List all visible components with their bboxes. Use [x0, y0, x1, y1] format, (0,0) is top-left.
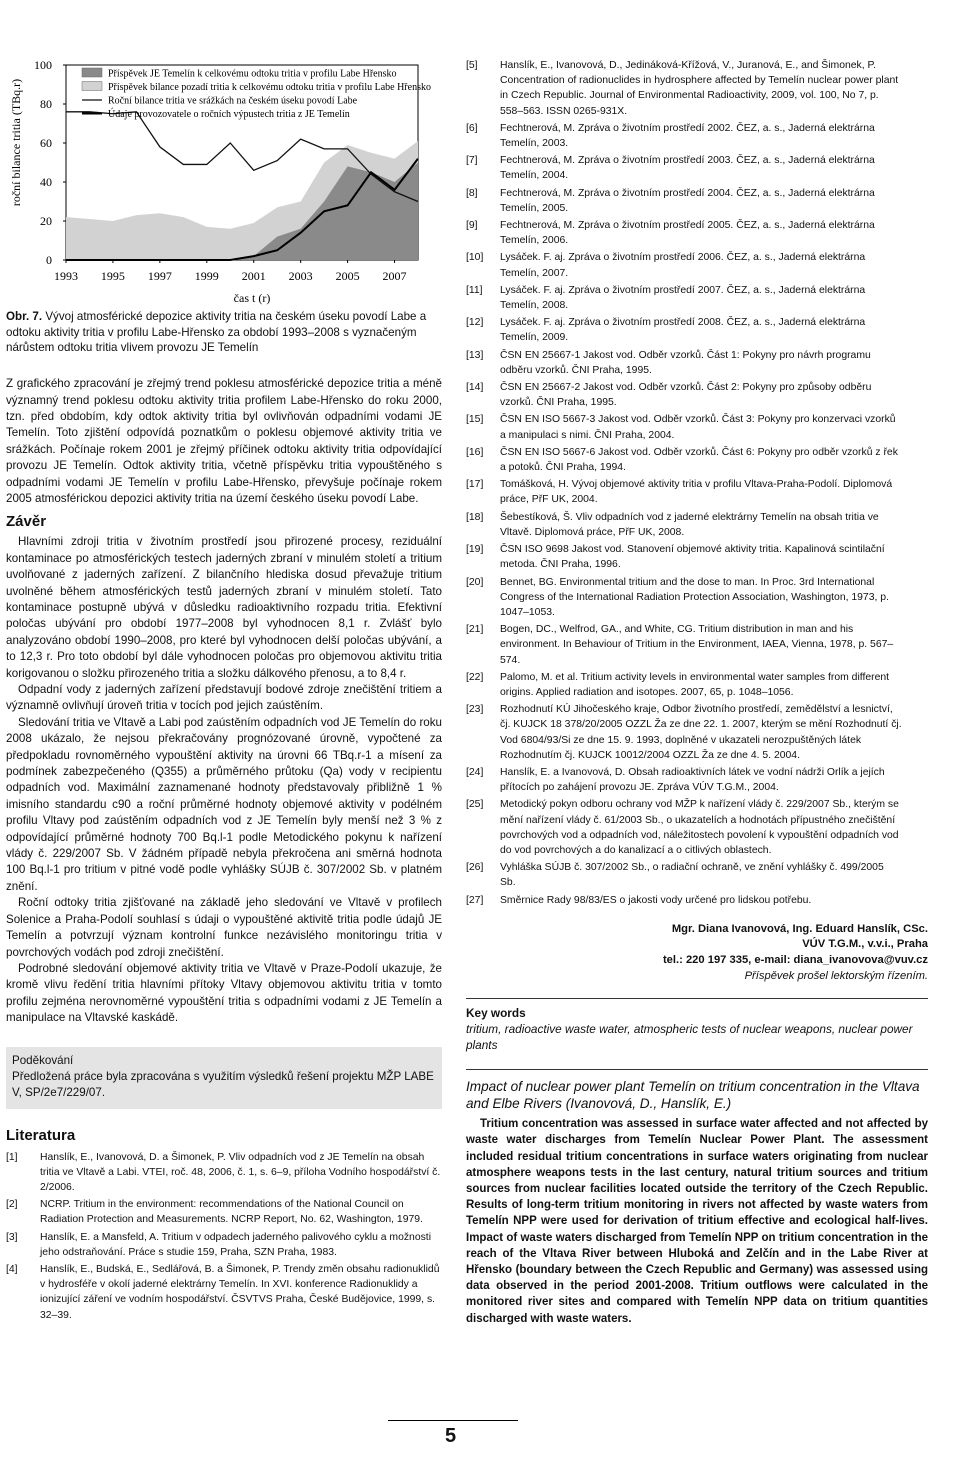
reference-number: [6] [466, 122, 478, 134]
legend-swatch [82, 82, 102, 91]
reference-number: [5] [466, 60, 478, 71]
reference-number: [17] [466, 479, 484, 491]
x-tick-label: 1993 [54, 269, 78, 283]
x-axis-label: čas t (r) [233, 291, 271, 305]
reference-text: Bogen, DC., Welfrod, GA., and White, CG. Tritium distribution in man and his environment. In Behaviour of Tritium in the Environment, IAEA, Vienna, 1978, p. 567–574. [500, 624, 894, 666]
reference-text: ČSN ISO 9698 Jakost vod. Stanovení objemové aktivity tritia. Kapalinová scintilační metoda. ČNI Praha, 1996. [500, 544, 885, 571]
legend-label: Příspěvek bilance pozadí tritia k celkovému odtoku tritia v profilu Labe Hřensko [108, 82, 431, 93]
y-tick-label: 100 [34, 58, 52, 72]
review-note: Příspěvek prošel lektorským řízením. [744, 969, 928, 982]
reference-item [6, 1150, 442, 1196]
reference-item [466, 510, 902, 540]
reference-list-left [6, 1150, 442, 1323]
x-tick-label: 1999 [194, 269, 219, 283]
reference-number: [1] [6, 1151, 18, 1163]
reference-text: Bennet, BG. Environmental tritium and the dose to man. In Proc. 3rd International Congress of the International Radiation Protection Association, Washington, 1973, p. 1047–1053. [500, 576, 889, 618]
reference-list-right [466, 58, 902, 908]
conclusion-paragraph: Odpadní vody z jaderných zařízení představují bodové zdroje znečištění tritiem a významně ovlivňují úroveň tritia v tocích pod jejich zaústěním. [6, 683, 442, 713]
conclusion-text [6, 534, 442, 1026]
reference-number: [13] [466, 349, 484, 361]
reference-text: Fechtnerová, M. Zpráva o životním prostředí 2002. ČEZ, a. s., Jaderná elektrárna Temelín, 2003. [500, 122, 875, 150]
reference-item [466, 315, 902, 345]
reference-item [6, 1197, 442, 1227]
conclusion-paragraph: Podrobné sledování objemové aktivity tritia ve Vltavě v Praze-Podolí ukazuje, že kromě vlivu ředění tritia hlavními přítoky Vltavy objemovou aktivitu tritia v tomto profilu zejména nerovnoměrné vypouštění tritia s odpadními vodami z JE Temelín a manipulace na Vltavské kaskádě. [6, 961, 442, 1025]
reference-number: [19] [466, 544, 484, 556]
reference-number: [22] [466, 671, 484, 683]
abstract-body: Tritium concentration was assessed in surface water affected and not affected by waste water discharges from Temelín Nuclear Power Plant. The assessment included residual tritium concentrations in surface waters originating from nuclear atmosphere weapons tests in the last century, natural tritium sources and tritium sources from nuclear facilities located outside the territory of the Czech Republic. Results of long-term tritium monitoring in rivers not affected by waste waters from Temelín NPP were used for derivation of tritium effective and ecological half-lives. Impact of waste waters discharged from Temelín NPP on tritium concentration in the reach of the Vltava River between Hluboká and Zelčín and in the Labe River at Hřensko (boundary between the Czech Republic and Germany) was assessed using data observed in the period 2001-2008. Tritium outflows were calculated in the monitored river sites and compared with Temelín NPP data on tritium quantities discharged with waste waters. [466, 1118, 928, 1325]
reference-number: [4] [6, 1263, 18, 1275]
reference-item [466, 58, 902, 119]
reference-text: ČSN EN 25667-1 Jakost vod. Odběr vzorků. Část 1: Pokyny pro návrh programu odběru vzorků. ČNI Praha, 1995. [500, 349, 871, 376]
reference-text: Fechtnerová, M. Zpráva o životním prostředí 2004. ČEZ, a. s., Jaderná elektrárna Temelín, 2005. [500, 187, 875, 214]
reference-text: ČSN EN ISO 5667-6 Jakost vod. Odběr vzorků. Část 6: Pokyny pro odběr vzorků z řek a potoků. ČNI Praha, 1994. [500, 446, 898, 474]
reference-item [466, 670, 902, 700]
reference-number: [18] [466, 511, 484, 523]
y-tick-label: 20 [40, 214, 52, 228]
reference-text: ČSN EN 25667-2 Jakost vod. Odběr vzorků. Část 2: Pokyny pro způsoby odběru vzorků. ČNI Praha, 1995. [500, 382, 872, 409]
y-axis-label: roční bilance tritia (TBq.r) [9, 78, 23, 207]
reference-text: Metodický pokyn odboru ochrany vod MŽP k nařízení vlády č. 229/2007 Sb., kterým se mění nařízení vlády č. 61/2003 Sb., o ukazatelích a hodnotách přípustného znečištění povrchových vod a odpadních vod, náležitostech povolení k vypouštění odpadních vod do vod povrchových a do kanalizací a o citlivých oblastech. [500, 799, 899, 856]
reference-text: Hanslík, E., Ivanovová, D., Jedináková-Křížová, V., Juranová, E., and Šimonek, P. Concentration of radionuclides in hydrosphere affected by Temelín nuclear power plant in Czech Republic. Journal of Environmental Radioactivity, 2009, vol. 100, No 7, p. 558–563. ISSN 0265-931X. [500, 60, 899, 117]
reference-number: [27] [466, 894, 484, 906]
reference-number: [14] [466, 382, 484, 394]
reference-item [466, 445, 902, 475]
reference-item [466, 477, 902, 507]
reference-item [466, 575, 902, 621]
reference-text: ČSN EN ISO 5667-3 Jakost vod. Odběr vzorků. Část 3: Pokyny pro konzervaci vzorků a manipulaci s nimi. ČNI Praha, 2004. [500, 414, 896, 441]
right-column [466, 58, 928, 1327]
page-number-rule [388, 1420, 518, 1421]
author-affiliation: VÚV T.G.M., v.v.i., Praha [802, 938, 928, 951]
reference-item [466, 765, 902, 795]
reference-number: [11] [466, 284, 483, 296]
reference-number: [21] [466, 624, 484, 636]
english-abstract [466, 1069, 928, 1327]
y-tick-label: 60 [40, 136, 52, 150]
reference-text: Směrnice Rady 98/83/ES o jakosti vody určené pro lidskou potřebu. [500, 894, 812, 906]
literature-title: Literatura [6, 1126, 76, 1144]
acknowledgement-box [6, 1047, 442, 1109]
reference-text: Lysáček. F. aj. Zpráva o životním prostředí 2008. ČEZ, a. s., Jaderná elektrárna Temelín, 2009. [500, 317, 866, 344]
reference-number: [7] [466, 155, 478, 167]
x-tick-label: 1995 [100, 269, 125, 283]
conclusion-paragraph: Sledování tritia ve Vltavě a Labi pod zaústěním odpadních vod JE Temelín do roku 2008 ukázalo, že nejsou překračovány prognózované úrovně, vypočtené za předpokladu rovnoměrného vypouštění aktivity na úrovni 66 TBq.r-1 a mísení za podmínek zabezpečeného (Q355) a průměrného průtoku (Qa) vody v recipientu odpadních vod. Maximální zaznamenané hodnoty představovaly přibližně 1 % imisního standardu c90 a roční průměrné hodnoty objemové aktivity v podélném profilu Vltavy pod zaústěním odpadních vod z JE Temelín byly menší než 3 % z odpovídající průměrné hodnoty 700 Bq.l-1 podle Metodického pokynu k nařízení vlády č. 229/2007 Sb. V žádném případě nebyla překročena ani směrná hodnota 100 Bq.l-1 pro tritium v pitné vodě podle vyhlášky SÚJB č. 307/2002 Sb. v platném znění. [6, 715, 442, 893]
reference-number: [12] [466, 317, 484, 329]
ack-title: Poděkování [12, 1053, 74, 1067]
reference-number: [16] [466, 446, 484, 458]
reference-item [6, 1262, 442, 1323]
keywords-box [466, 998, 928, 1053]
x-tick-label: 2005 [335, 269, 360, 283]
reference-text: Rozhodnutí KÚ Jihočeského kraje, Odbor životního prostředí, zemědělství a lesnictví, čj. KUJCK 18 378/20/2005 OZZL Ža ze dne 22. 1. 2007, kterým se mění Rozhodnutí čj. Vod 6804/93/Si ze dne 15. 9. 1993, doplněné v ukazateli nerozpuštěných látek Rozhodnutím čj. KUJCK 10012/2004 OZZL Ža ze dne 4. 5. 2004. [500, 704, 902, 761]
y-tick-label: 80 [40, 97, 52, 111]
reference-text: NCRP. Tritium in the environment: recommendations of the National Council on Radiation Protection and Measurements. NCRP Report, No. 62, Washington, 1979. [40, 1199, 423, 1226]
reference-item [466, 860, 902, 890]
legend-label: Příspěvek JE Temelín k celkovému odtoku tritia v profilu Labe Hřensko [108, 68, 397, 80]
x-tick-label: 2001 [241, 269, 266, 283]
page-number: 5 [445, 1425, 457, 1447]
conclusion-paragraph: Hlavními zdroji tritia v životním prostředí jsou přirozené procesy, reziduální kontaminace po atmosférických testech jaderných zbraní v minulém století a tritium uvolňované z jaderných zařízení. Z bilančního hlediska dosud převažuje tritium uvolněné během atmosférických testů jaderných zbraní v minulém století. Tato kontaminace postupně ubývá v důsledku radioaktivního rozpadu tritia. Efektivní poločas ubývání pro období 1977–2008 byl vyhodnocen 8,1 r. Zvlášť bylo analyzováno období 1990–2008, pro které byl vyhodnocen delší poločas ubývání, a to 12,3 r. Pro toto období byl dále vyhodnocen poločas pro objemovou aktivitu tritia korigovanou o složku přirozeného tritia a složku dálkového přenosu, a to 8,4 r. [6, 535, 442, 680]
tritium-chart [6, 55, 442, 305]
reference-item [466, 121, 902, 151]
reference-text: Hanslík, E., Budská, E., Sedlářová, B. a Šimonek, P. Trendy změn obsahu radionuklidů v hydrosféře v okolí jaderné elektrárny Temelín. In XVI. konference Radionuklidy a ionizující záření ve vodním hospodářství. ČSVTVS Praha, České Budějovice, 1999, s. 32–39. [40, 1263, 440, 1321]
reference-text: Fechtnerová, M. Zpráva o životním prostředí 2003. ČEZ, a. s., Jaderná elektrárna Temelín, 2004. [500, 155, 875, 182]
reference-item [466, 283, 902, 313]
left-column [6, 55, 442, 1325]
reference-text: Lysáček. F. aj. Zpráva o životním prostředí 2007. ČEZ, a. s., Jaderná elektrárna Temelín, 2008. [500, 284, 866, 312]
reference-text: Palomo, M. et al. Tritium activity levels in environmental water samples from different origins. Applied radiation and isotopes. 2007, 65, p. 1048–1056. [500, 671, 890, 698]
chart-svg [6, 55, 442, 305]
reference-text: Hanslík, E., Ivanovová, D. a Šimonek, P. Vliv odpadních vod z JE Temelín na obsah tritia ve Vltavě a Labi. VTEI, roč. 48, 2006, č. 1, s. 6–9, příloha Vodního hospodářství č. 2/2006. [40, 1151, 441, 1193]
keywords-heading: Key words [466, 1006, 526, 1021]
reference-text: Šebestíková, Š. Vliv odpadních vod z jaderné elektrárny Temelín na obsah tritia ve Vltavě. Diplomová práce, PřF UK, 2008. [500, 511, 879, 538]
reference-number: [10] [466, 252, 484, 264]
reference-number: [2] [6, 1199, 18, 1211]
abstract-title: Impact of nuclear power plant Temelín on tritium concentration in the Vltava and Elbe Rivers (Ivanovová, D., Hanslík, E.) [466, 1079, 920, 1112]
reference-item [466, 348, 902, 378]
reference-item [466, 797, 902, 858]
reference-item [466, 380, 902, 410]
y-tick-label: 0 [46, 253, 52, 267]
reference-item [466, 186, 902, 216]
reference-number: [20] [466, 576, 484, 588]
legend-label: Údaje provozovatele o ročních výpustech tritia z JE Temelín [108, 109, 350, 120]
y-tick-label: 40 [40, 175, 52, 189]
reference-number: [25] [466, 799, 484, 811]
author-signature [466, 922, 928, 984]
caption-label: Obr. 7. [6, 310, 43, 323]
legend-label: Roční bilance tritia ve srážkách na českém úseku povodí Labe [108, 95, 358, 107]
reference-text: Hanslík, E. a Mansfeld, A. Tritium v odpadech jaderného palivového cyklu a možnosti jeho odstraňování. Práce s studie 159, Praha, SZN Praha, 1983. [40, 1231, 432, 1258]
x-tick-label: 1997 [147, 269, 172, 283]
reference-number: [8] [466, 187, 478, 199]
reference-item [466, 412, 902, 442]
conclusion-paragraph: Roční odtoky tritia zjišťované na základě jeho sledování ve Vltavě v profilech Solenice a Praha-Podolí souhlasí s údaji o vypouštěné aktivitě tritia podle údajů JE Temelín a potvrzují význam kontrolní funkce nezávislého monitoringu tritia v povrchových vodách pod zdroji znečištění. [6, 896, 442, 959]
reference-text: Vyhláška SÚJB č. 307/2002 Sb., o radiační ochraně, ve znění vyhlášky č. 499/2005 Sb. [500, 862, 884, 889]
reference-item [466, 542, 902, 572]
ack-text: Předložená práce byla zpracována s využitím výsledků řešení projektu MŽP LABE V, SP/2e7/229/07. [12, 1069, 434, 1099]
x-tick-label: 2007 [382, 269, 407, 283]
reference-text: Fechtnerová, M. Zpráva o životním prostředí 2005. ČEZ, a. s., Jaderná elektrárna Temelín, 2006. [500, 220, 875, 247]
reference-item [466, 893, 902, 908]
reference-number: [24] [466, 766, 484, 778]
reference-item [466, 702, 902, 763]
author-names: Mgr. Diana Ivanovová, Ing. Eduard Hanslík, CSc. [671, 922, 928, 935]
graph-paragraph: Z grafického zpracování je zřejmý trend poklesu atmosférické depozice tritia a méně významný trend poklesu odtoku aktivity tritia profilem Labe-Hřensko do roku 2000, tzn. před obdobím, kdy odtok aktivity tritia byl ovlivňován odpadními vodami JE Temelín. Toto zjištění odpovídá poznatkům o poklesu objemové aktivity tritia ve srážkách. Počínaje rokem 2001 je zřejmý příčinek odtoku aktivity tritia odpovídající provozu JE Temelín. Odtok aktivity tritia, včetně příspěvku tritia vypouštěného s odpadními vodami JE Temelín v profilu Labe-Hřensko, převyšuje počínaje rokem 2005 atmosférickou depozici aktivity tritia na území českého úseku povodí Labe. [6, 377, 442, 505]
reference-item [466, 250, 902, 280]
reference-item [466, 622, 902, 668]
reference-item [466, 218, 902, 248]
reference-item [6, 1230, 442, 1260]
reference-text: Lysáček. F. aj. Zpráva o životním prostředí 2006. ČEZ, a. s., Jaderná elektrárna Temelín, 2007. [500, 252, 866, 279]
keywords-body: tritium, radioactive waste water, atmospheric tests of nuclear weapons, nuclear power plants [466, 1022, 913, 1053]
legend-swatch [82, 68, 102, 77]
reference-text: Tomášková, H. Vývoj objemové aktivity tritia v profilu Vltava-Praha-Podolí. Diplomová práce, PřF UK, 2004. [500, 479, 893, 506]
reference-number: [3] [6, 1231, 18, 1243]
reference-number: [23] [466, 704, 484, 716]
reference-number: [15] [466, 414, 484, 426]
reference-number: [9] [466, 220, 478, 232]
reference-item [466, 153, 902, 183]
figure-caption [6, 309, 442, 356]
author-contact: tel.: 220 197 335, e-mail: diana_ivanovova@vuv.cz [662, 953, 928, 966]
x-tick-label: 2003 [288, 269, 313, 283]
caption-text: Vývoj atmosférické depozice aktivity tritia na českém úseku povodí Labe a odtoku aktivity tritia v profilu Labe-Hřensko za období 1993–2008 s vyznačeným nárůstem odtoku tritia vlivem provozu JE Temelín [6, 310, 427, 355]
reference-number: [26] [466, 862, 484, 874]
reference-text: Hanslík, E. a Ivanovová, D. Obsah radioaktivních látek ve vodní nádrži Orlík a jejích přítocích po zahájení provozu JE. Zpráva VÚV T.G.M., 2004. [500, 766, 885, 794]
section-title-zaver: Závěr [6, 513, 47, 531]
